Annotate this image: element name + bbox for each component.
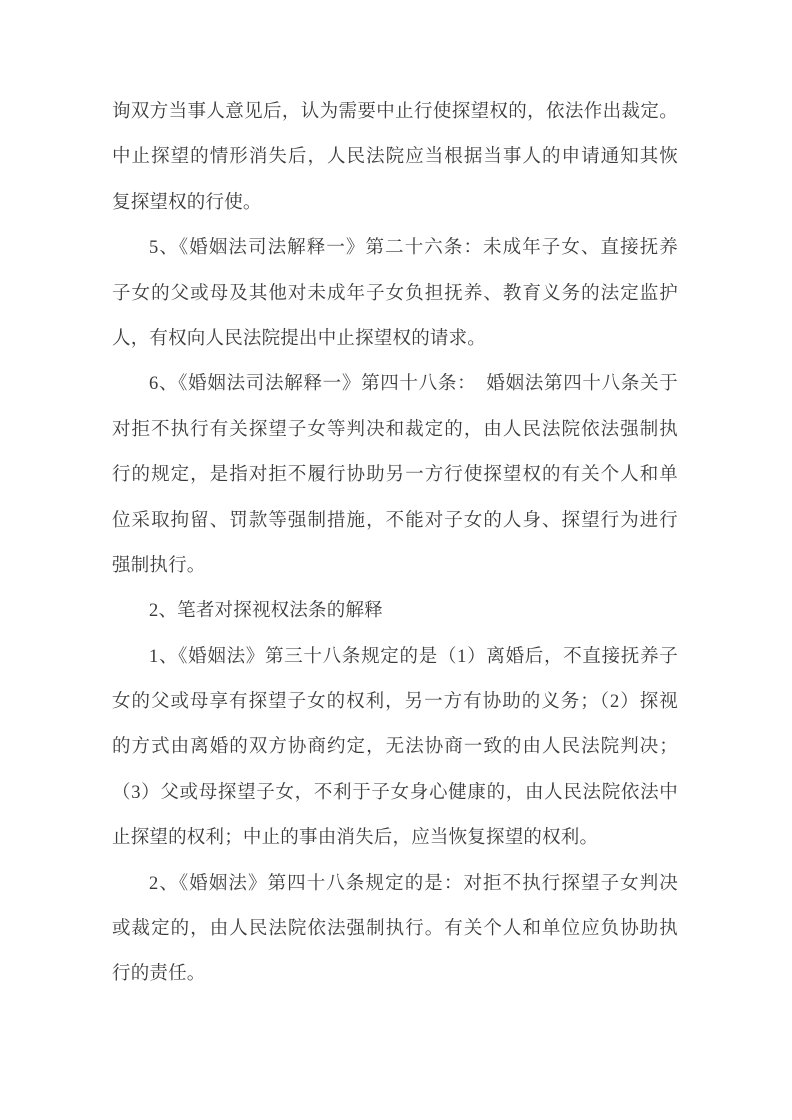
text-line: 2、《婚姻法》第四十八条规定的是：对拒不执行探望子女判决 xyxy=(149,873,678,894)
text-line: 的方式由离婚的双方协商约定，无法协商一致的由人民法院判决； xyxy=(112,737,678,758)
text-line: 止探望的权利；中止的事由消失后，应当恢复探望的权利。 xyxy=(112,828,599,849)
text-line: （3）父或母探望子女，不利于子女身心健康的，由人民法院依法中 xyxy=(112,782,678,803)
text-line: 人，有权向人民法院提出中止探望权的请求。 xyxy=(112,328,487,349)
text-line: 2、笔者对探视权法条的解释 xyxy=(149,601,383,622)
text-line: 行的规定，是指对拒不履行协助另一方行使探望权的有关个人和单 xyxy=(112,465,678,486)
text-line: 6、《婚姻法司法解释一》第四十八条： 婚姻法第四十八条关于 xyxy=(149,374,678,395)
text-line: 女的父或母享有探望子女的权利，另一方有协助的义务；（2）探视 xyxy=(112,692,678,713)
text-line: 位采取拘留、罚款等强制措施，不能对子女的人身、探望行为进行 xyxy=(112,510,678,531)
text-line: 复探望权的行使。 xyxy=(112,192,262,213)
text-line: 询双方当事人意见后，认为需要中止行使探望权的，依法作出裁定。 xyxy=(112,102,678,122)
text-line: 5、《婚姻法司法解释一》第二十六条：未成年子女、直接抚养 xyxy=(149,238,678,259)
paragraph xyxy=(112,589,678,634)
paragraph xyxy=(112,226,678,362)
text-line: 子女的父或母及其他对未成年子女负担抚养、教育义务的法定监护 xyxy=(112,283,678,304)
text-line: 行的责任。 xyxy=(112,964,206,985)
text-line: 强制执行。 xyxy=(112,555,206,576)
text-line: 中止探望的情形消失后，人民法院应当根据当事人的申请通知其恢 xyxy=(112,147,678,168)
paragraph xyxy=(112,862,678,998)
paragraph xyxy=(112,362,678,589)
text-line: 对拒不执行有关探望子女等判决和裁定的，由人民法院依法强制执 xyxy=(112,419,678,440)
paragraph xyxy=(112,90,678,226)
paragraph xyxy=(112,635,678,862)
document-text xyxy=(112,90,678,998)
text-line: 1、《婚姻法》第三十八条规定的是（1）离婚后，不直接抚养子 xyxy=(149,646,678,667)
text-line: 或裁定的，由人民法院依法强制执行。有关个人和单位应负协助执 xyxy=(112,919,678,940)
